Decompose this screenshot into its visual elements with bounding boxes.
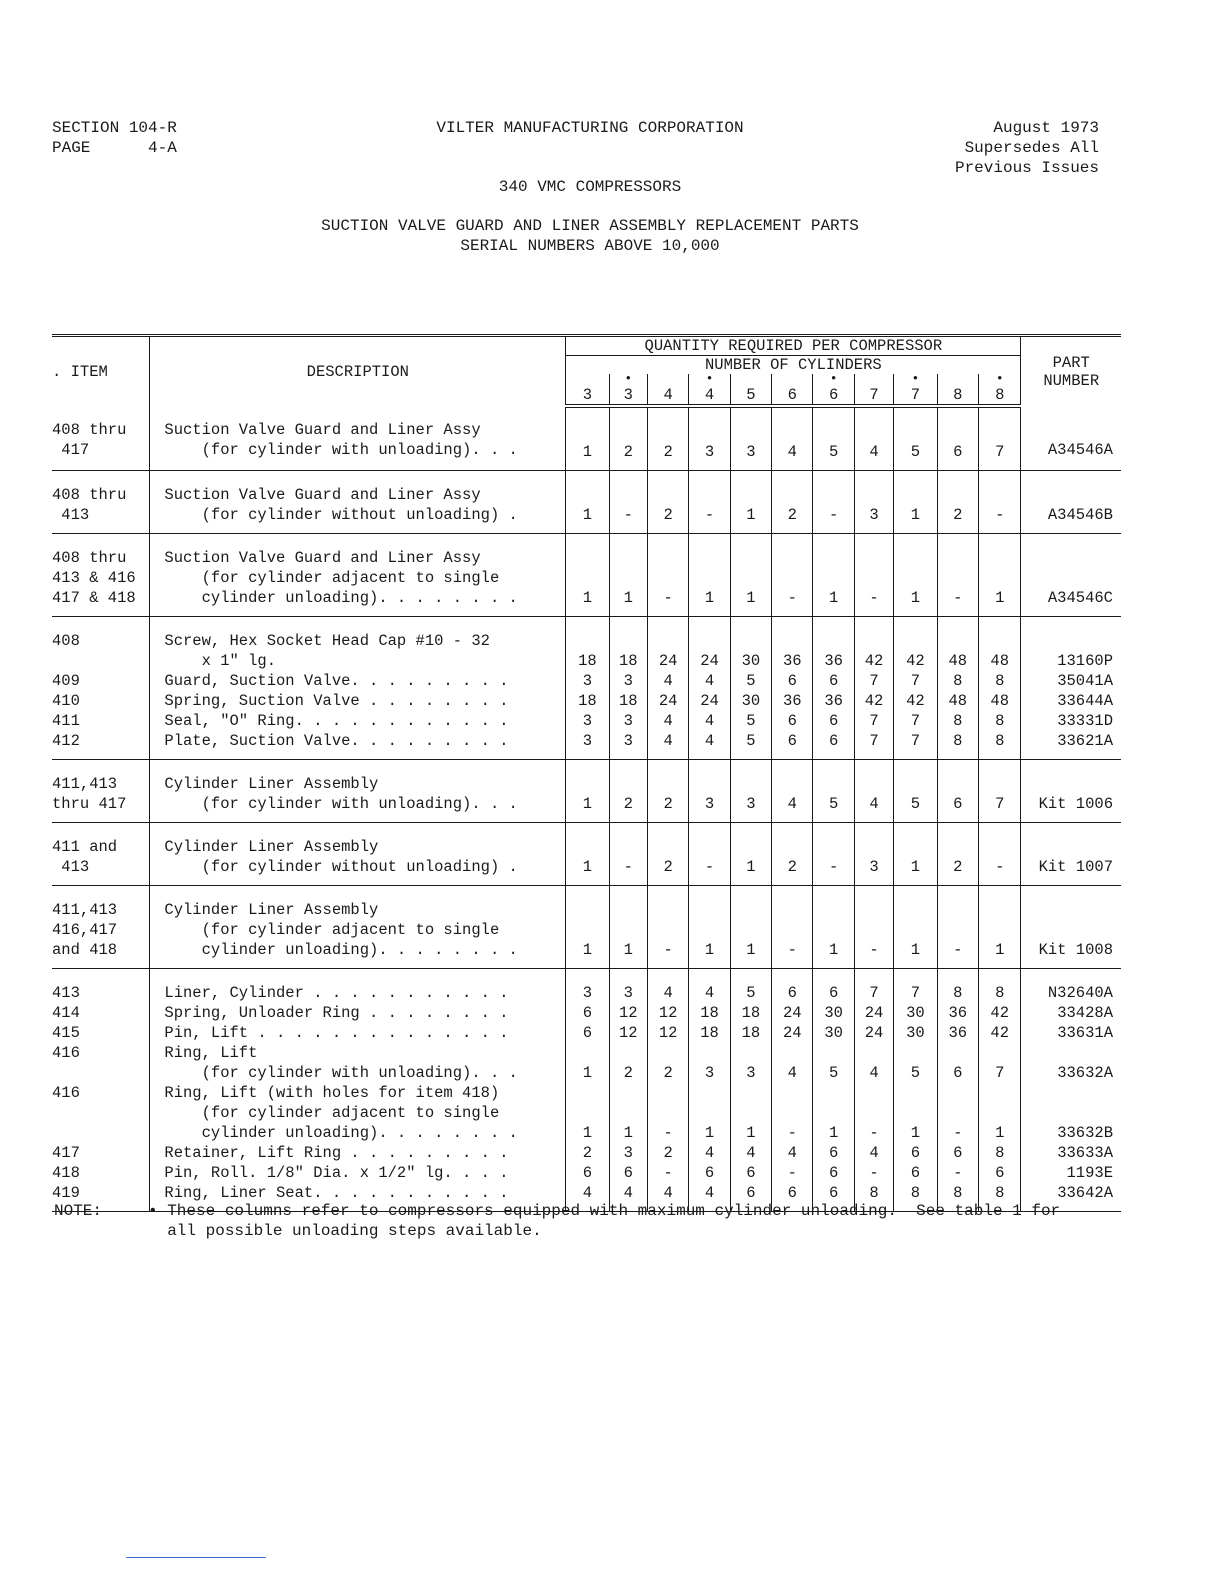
cylinder-count: 4 bbox=[663, 386, 673, 404]
quantity-cell: 6 30 30 5 1 6 6 6 bbox=[813, 969, 854, 1212]
cylinder-column-header bbox=[978, 371, 1021, 406]
quantity-cell: 5 bbox=[813, 406, 854, 471]
quantity-cell: 6 bbox=[937, 760, 978, 823]
quantity-cell: 1 bbox=[566, 406, 609, 471]
quantity-cell: 30 5 30 5 5 bbox=[730, 617, 771, 760]
table-row bbox=[52, 886, 1121, 969]
column-header-cylinders: NUMBER OF CYLINDERS bbox=[566, 356, 1021, 375]
description-cell: Cylinder Liner Assembly (for cylinder with unloading). . . bbox=[150, 760, 566, 823]
item-number-cell: 408 thru 413 bbox=[52, 471, 150, 534]
cylinder-column-header bbox=[854, 374, 893, 406]
quantity-cell: 42 7 42 7 7 bbox=[894, 617, 937, 760]
quantity-cell: 48 8 48 8 8 bbox=[937, 617, 978, 760]
quantity-cell: 7 24 24 4 - 4 - 8 bbox=[854, 969, 893, 1212]
quantity-cell: 7 bbox=[978, 760, 1021, 823]
quantity-cell: 2 bbox=[937, 471, 978, 534]
quantity-cell: 2 bbox=[647, 471, 688, 534]
table-row bbox=[52, 471, 1121, 534]
quantity-cell: 4 bbox=[772, 760, 813, 823]
quantity-cell: 2 bbox=[609, 760, 647, 823]
cylinder-column-header bbox=[566, 374, 609, 406]
quantity-cell: - bbox=[609, 471, 647, 534]
quantity-cell: 3 bbox=[730, 406, 771, 471]
max-unloading-marker: • bbox=[911, 371, 920, 386]
note-label: NOTE: bbox=[54, 1202, 103, 1220]
max-unloading-marker bbox=[938, 374, 978, 386]
quantity-cell: 1 bbox=[978, 534, 1021, 617]
quantity-cell: 1 bbox=[566, 471, 609, 534]
max-unloading-marker bbox=[648, 374, 688, 386]
quantity-cell: 2 bbox=[772, 823, 813, 886]
cylinder-column-header bbox=[937, 374, 978, 406]
part-number-cell: A34546C bbox=[1021, 534, 1121, 617]
quantity-cell: 1 bbox=[894, 823, 937, 886]
max-unloading-marker: • bbox=[624, 371, 633, 386]
cylinder-column-header bbox=[894, 371, 937, 406]
max-unloading-marker: • bbox=[705, 371, 714, 386]
quantity-cell: 48 8 48 8 8 bbox=[978, 617, 1021, 760]
quantity-cell: - bbox=[978, 471, 1021, 534]
description-cell: Suction Valve Guard and Liner Assy (for cylinder with unloading). . . bbox=[150, 406, 566, 471]
quantity-cell: 3 bbox=[689, 406, 730, 471]
part-number-cell: A34546A bbox=[1021, 406, 1121, 471]
quantity-cell: 1 bbox=[566, 534, 609, 617]
quantity-cell: 1 bbox=[730, 886, 771, 969]
item-number-cell: 408 thru 417 bbox=[52, 406, 150, 471]
item-number-cell: 408 409 410 411 412 bbox=[52, 617, 150, 760]
supersedes-line-2: Previous Issues bbox=[954, 159, 1099, 177]
quantity-cell: 2 bbox=[647, 823, 688, 886]
quantity-cell: - bbox=[609, 823, 647, 886]
quantity-cell: 3 bbox=[854, 471, 893, 534]
part-number-cell: 13160P 35041A 33644A 33331D 33621A bbox=[1021, 617, 1121, 760]
quantity-cell: - bbox=[647, 886, 688, 969]
serial-title: SERIAL NUMBERS ABOVE 10,000 bbox=[460, 237, 720, 255]
quantity-cell: 1 bbox=[730, 471, 771, 534]
quantity-cell: 1 bbox=[609, 534, 647, 617]
table-row bbox=[52, 534, 1121, 617]
quantity-cell: 7 bbox=[978, 406, 1021, 471]
quantity-cell: - bbox=[813, 823, 854, 886]
quantity-cell: 1 bbox=[566, 886, 609, 969]
item-number-cell: 413 414 415 416 416 417 418 419 bbox=[52, 969, 150, 1212]
issue-info bbox=[955, 118, 1099, 178]
quantity-cell: 2 bbox=[609, 406, 647, 471]
quantity-cell: 8 36 36 6 - 6 - 8 bbox=[937, 969, 978, 1212]
cylinder-count: 7 bbox=[869, 386, 879, 404]
quantity-cell: 1 bbox=[894, 534, 937, 617]
quantity-cell: 24 4 24 4 4 bbox=[647, 617, 688, 760]
quantity-cell: - bbox=[937, 886, 978, 969]
quantity-cell: 4 12 12 2 - 2 - 4 bbox=[647, 969, 688, 1212]
cylinder-count: 8 bbox=[953, 386, 963, 404]
quantity-cell: - bbox=[854, 534, 893, 617]
quantity-cell: 2 bbox=[647, 406, 688, 471]
cylinder-count: 3 bbox=[582, 386, 593, 404]
quantity-cell: 1 bbox=[730, 534, 771, 617]
max-unloading-marker bbox=[855, 374, 893, 386]
item-number-cell: 411,413 416,417 and 418 bbox=[52, 886, 150, 969]
part-number-cell: N32640A 33428A 33631A 33632A 33632B 33633A 1193E 33642A bbox=[1021, 969, 1121, 1212]
quantity-cell: - bbox=[813, 471, 854, 534]
quantity-cell: 3 6 6 1 1 2 6 4 bbox=[566, 969, 609, 1212]
quantity-cell: 3 bbox=[854, 823, 893, 886]
cylinder-count: 4 bbox=[704, 386, 715, 404]
description-cell: Suction Valve Guard and Liner Assy (for cylinder without unloading) . bbox=[150, 471, 566, 534]
quantity-cell: 1 bbox=[813, 534, 854, 617]
column-header-part-number: PART NUMBER bbox=[1021, 336, 1121, 407]
quantity-cell: 4 bbox=[772, 406, 813, 471]
quantity-cell: 24 4 24 4 4 bbox=[689, 617, 730, 760]
quantity-cell: 1 bbox=[689, 534, 730, 617]
quantity-cell: 2 bbox=[772, 471, 813, 534]
quantity-cell: 4 18 18 3 1 4 6 4 bbox=[689, 969, 730, 1212]
max-unloading-marker bbox=[772, 374, 812, 386]
quantity-cell: - bbox=[647, 534, 688, 617]
description-cell: Screw, Hex Socket Head Cap #10 - 32 x 1" lg. Guard, Suction Valve. . . . . . . . . Spring, Suction Valve . . . . . . . . Seal, "O" Ring. . . . . . . . . . . . Plate, Suction Valve. . . . . . . . . bbox=[150, 617, 566, 760]
note-text: • These columns refer to compressors equipped with maximum cylinder unloading. See table 1 for all possible unloading steps available. bbox=[148, 1202, 1061, 1240]
cylinder-column-header bbox=[647, 374, 688, 406]
quantity-cell: 5 bbox=[894, 760, 937, 823]
cylinder-column-header bbox=[730, 374, 771, 406]
quantity-cell: - bbox=[854, 886, 893, 969]
part-number-cell: Kit 1008 bbox=[1021, 886, 1121, 969]
quantity-cell: - bbox=[689, 823, 730, 886]
quantity-cell: 8 42 42 7 1 8 6 8 bbox=[978, 969, 1021, 1212]
quantity-cell: 36 6 36 6 6 bbox=[813, 617, 854, 760]
model-title: 340 VMC COMPRESSORS bbox=[498, 178, 682, 196]
section-label: SECTION 104-R bbox=[52, 119, 177, 137]
quantity-cell: 4 bbox=[854, 406, 893, 471]
description-cell: Suction Valve Guard and Liner Assy (for cylinder adjacent to single cylinder unloading). . . . . . . . bbox=[150, 534, 566, 617]
page-label: PAGE 4-A bbox=[52, 139, 177, 157]
quantity-cell: - bbox=[689, 471, 730, 534]
supersedes-line-1: Supersedes All bbox=[964, 139, 1099, 157]
table-row bbox=[52, 617, 1121, 760]
footer-rule bbox=[126, 1557, 266, 1558]
quantity-cell: - bbox=[978, 823, 1021, 886]
quantity-cell: 1 bbox=[730, 823, 771, 886]
part-number-cell: A34546B bbox=[1021, 471, 1121, 534]
description-cell: Liner, Cylinder . . . . . . . . . . . Spring, Unloader Ring . . . . . . . . Pin, Lift . . . . . . . . . . . . . . Ring, Lift (for cylinder with unloading). . . Ring, Lift (with holes for item 418) (for cylinder adjacent to single cylinder unloading). . . . . . . . Retainer, Lift Ring . . . . . . . . . Pin, Roll. 1/8" Dia. x 1/2" lg. . . . Ring, Liner Seat. . . . . . . . . . . bbox=[150, 969, 566, 1212]
table-row bbox=[52, 823, 1121, 886]
description-cell: Cylinder Liner Assembly (for cylinder without unloading) . bbox=[150, 823, 566, 886]
quantity-cell: 4 bbox=[854, 760, 893, 823]
quantity-cell: 1 bbox=[566, 823, 609, 886]
quantity-cell: 1 bbox=[813, 886, 854, 969]
cylinder-count: 7 bbox=[910, 386, 921, 404]
max-unloading-marker bbox=[566, 374, 608, 386]
issue-date: August 1973 bbox=[993, 119, 1099, 137]
cylinder-column-header bbox=[813, 371, 854, 406]
max-unloading-marker: • bbox=[995, 371, 1004, 386]
quantity-cell: 1 bbox=[978, 886, 1021, 969]
quantity-cell: 6 bbox=[937, 406, 978, 471]
cylinder-count: 6 bbox=[829, 386, 839, 404]
column-header-item: . ITEM bbox=[52, 336, 150, 407]
quantity-cell: 7 30 30 5 1 6 6 8 bbox=[894, 969, 937, 1212]
quantity-cell: 2 bbox=[647, 760, 688, 823]
column-header-quantity: QUANTITY REQUIRED PER COMPRESSOR bbox=[566, 336, 1021, 356]
quantity-cell: 3 12 12 2 1 3 6 4 bbox=[609, 969, 647, 1212]
column-header-description: DESCRIPTION bbox=[150, 336, 566, 407]
table-row bbox=[52, 760, 1121, 823]
quantity-cell: 18 3 18 3 3 bbox=[609, 617, 647, 760]
subject-title: SUCTION VALVE GUARD AND LINER ASSEMBLY REPLACEMENT PARTS bbox=[321, 217, 859, 235]
quantity-cell: 18 3 18 3 3 bbox=[566, 617, 609, 760]
parts-table-body bbox=[52, 406, 1121, 1212]
quantity-cell: 1 bbox=[894, 886, 937, 969]
quantity-cell: 2 bbox=[937, 823, 978, 886]
quantity-cell: 5 bbox=[813, 760, 854, 823]
max-unloading-marker bbox=[731, 374, 771, 386]
quantity-cell: 42 7 42 7 7 bbox=[854, 617, 893, 760]
cylinder-column-header bbox=[609, 371, 647, 406]
cylinder-count: 6 bbox=[787, 386, 797, 404]
quantity-cell: 1 bbox=[689, 886, 730, 969]
part-number-cell: Kit 1006 bbox=[1021, 760, 1121, 823]
quantity-cell: 1 bbox=[566, 760, 609, 823]
quantity-cell: 5 18 18 3 1 4 6 6 bbox=[730, 969, 771, 1212]
cylinder-column-header bbox=[772, 374, 813, 406]
quantity-cell: - bbox=[772, 534, 813, 617]
table-row bbox=[52, 406, 1121, 471]
cylinder-count: 5 bbox=[746, 386, 756, 404]
item-number-cell: 408 thru 413 & 416 417 & 418 bbox=[52, 534, 150, 617]
quantity-cell: 36 6 36 6 6 bbox=[772, 617, 813, 760]
quantity-cell: - bbox=[772, 886, 813, 969]
quantity-cell: - bbox=[937, 534, 978, 617]
quantity-cell: 1 bbox=[894, 471, 937, 534]
quantity-cell: 5 bbox=[894, 406, 937, 471]
quantity-cell: 3 bbox=[730, 760, 771, 823]
item-number-cell: 411 and 413 bbox=[52, 823, 150, 886]
quantity-cell: 3 bbox=[689, 760, 730, 823]
cylinder-column-header bbox=[689, 371, 730, 406]
company-name: VILTER MANUFACTURING CORPORATION bbox=[436, 119, 744, 137]
item-number-cell: 411,413 thru 417 bbox=[52, 760, 150, 823]
table-row bbox=[52, 969, 1121, 1212]
quantity-cell: 6 24 24 4 - 4 - 6 bbox=[772, 969, 813, 1212]
description-cell: Cylinder Liner Assembly (for cylinder adjacent to single cylinder unloading). . . . . . . . bbox=[150, 886, 566, 969]
max-unloading-marker: • bbox=[829, 371, 838, 386]
cylinder-count: 3 bbox=[623, 386, 633, 404]
parts-table bbox=[52, 334, 1121, 1212]
cylinder-count: 8 bbox=[995, 386, 1005, 404]
part-number-cell: Kit 1007 bbox=[1021, 823, 1121, 886]
quantity-cell: 1 bbox=[609, 886, 647, 969]
